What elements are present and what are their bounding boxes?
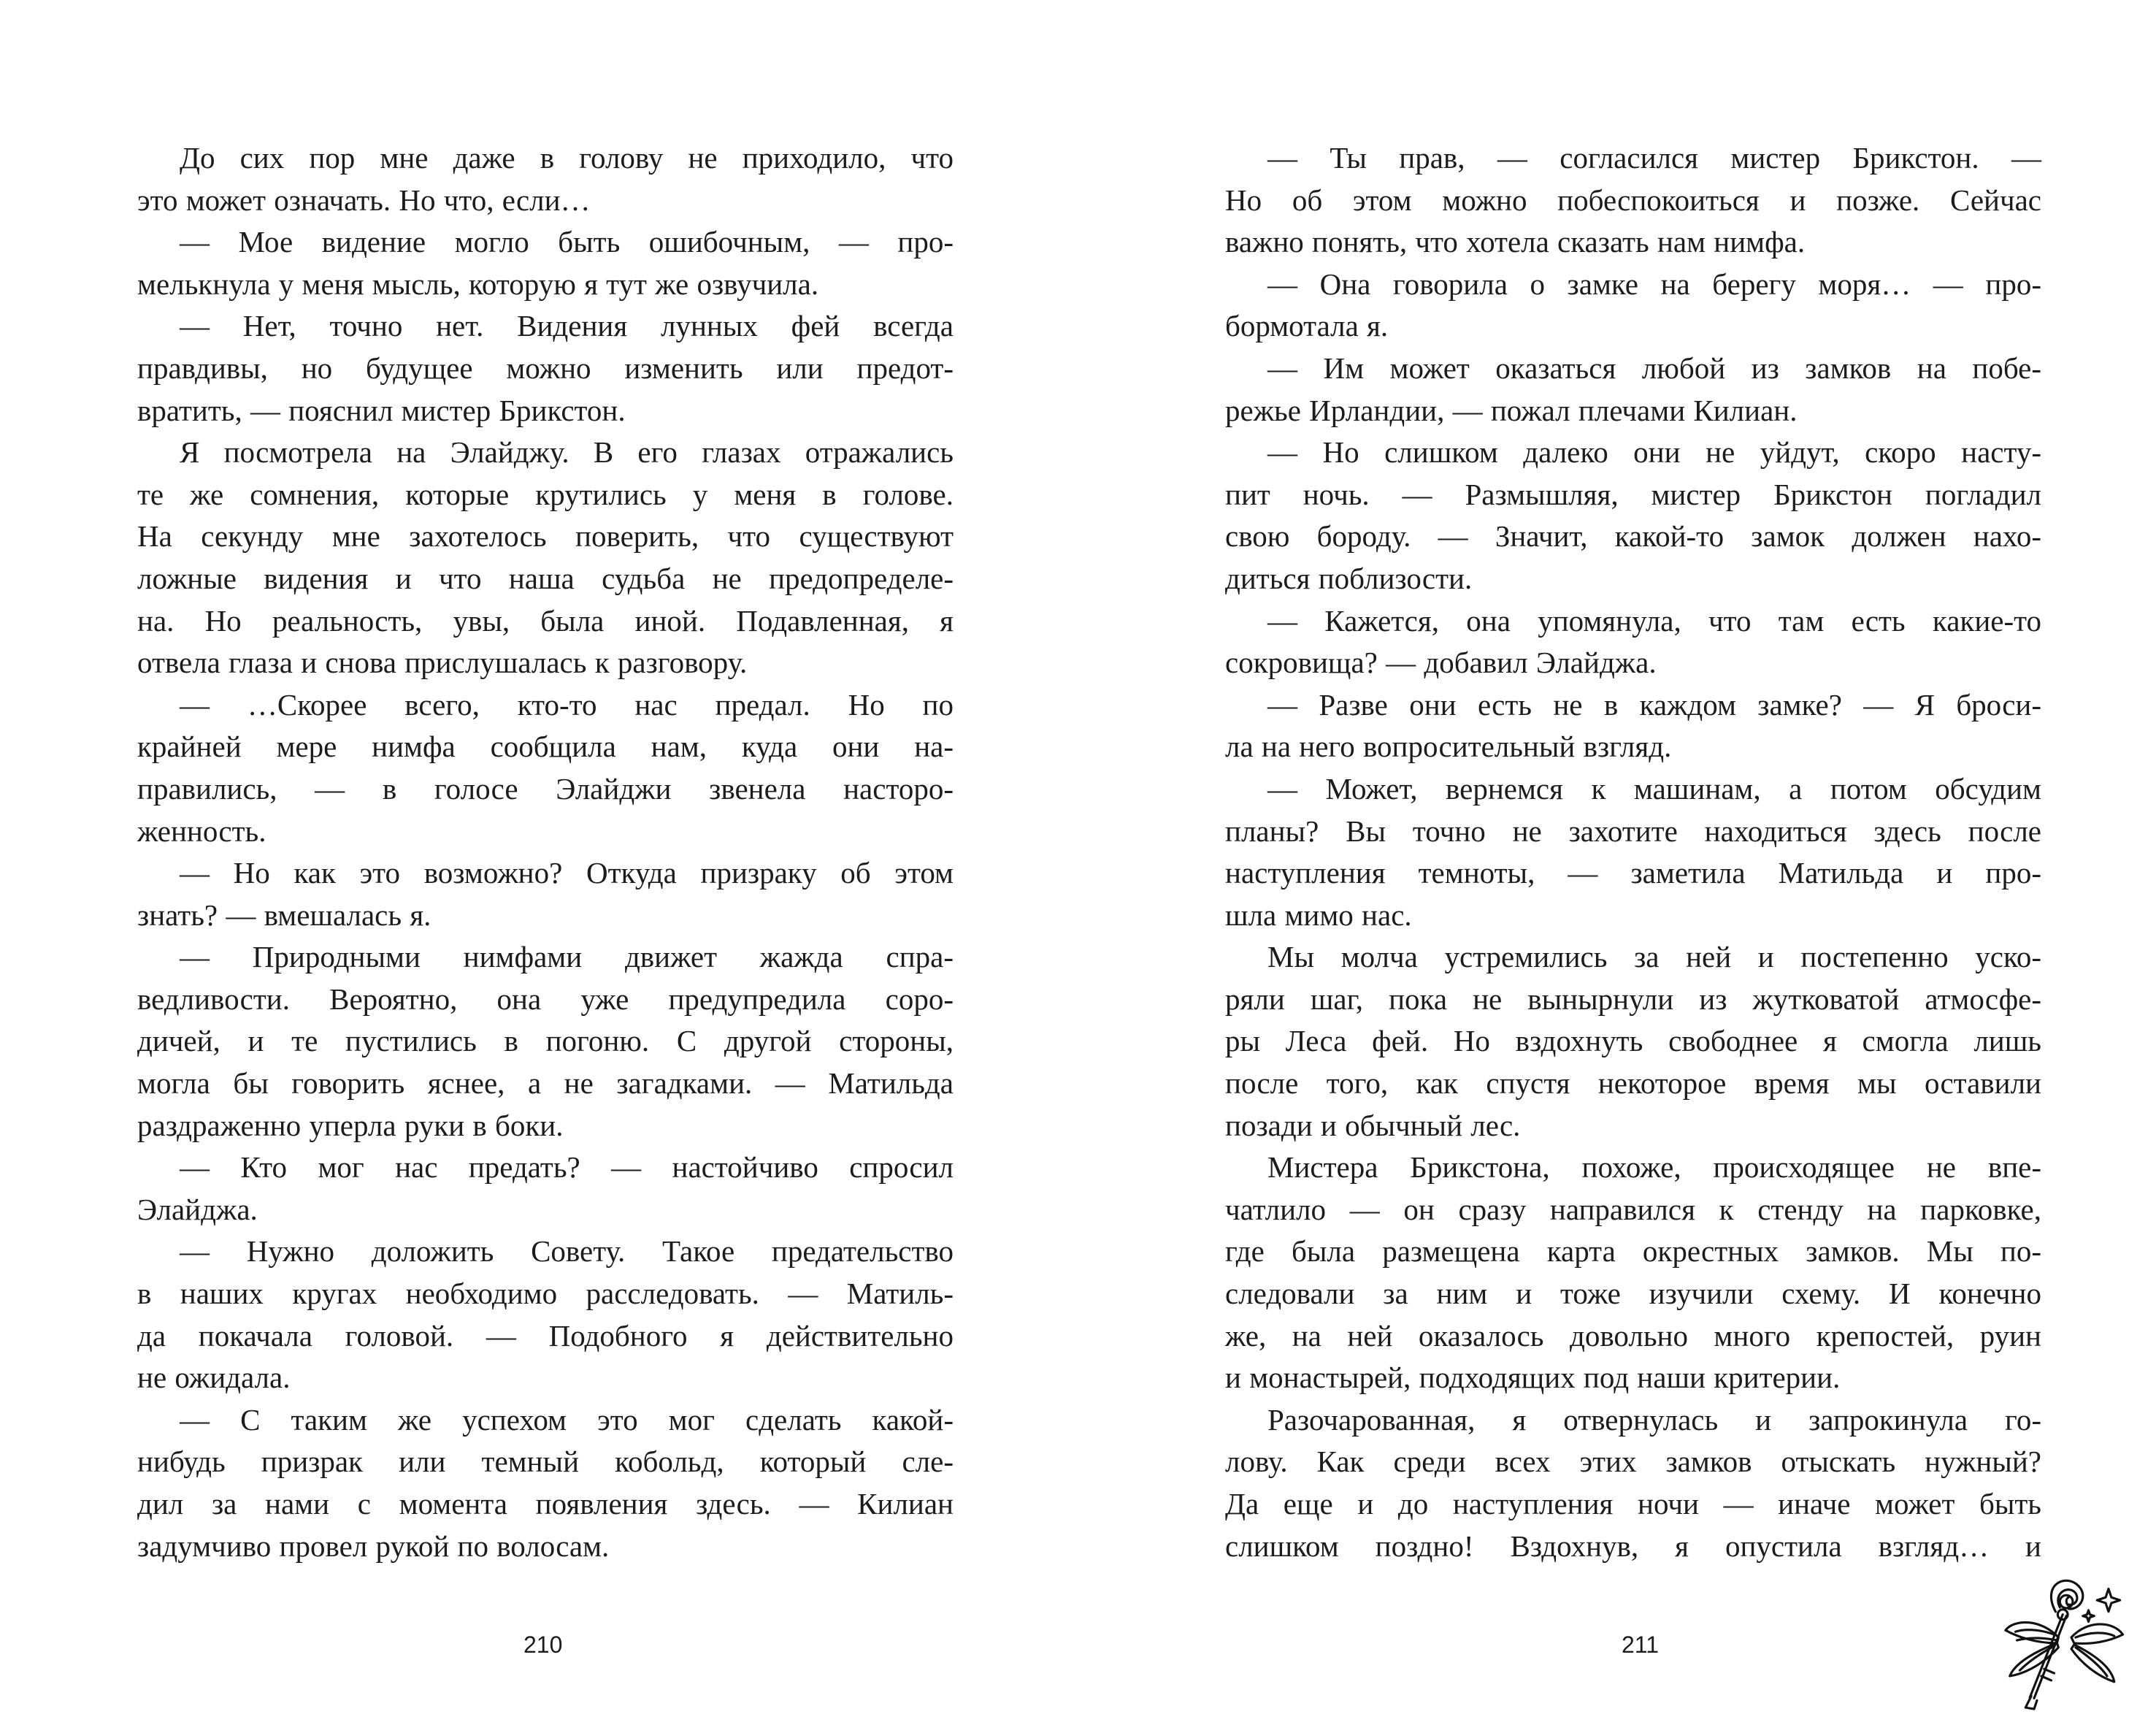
text-line: — С таким же успехом это мог сделать какой-: [180, 1402, 954, 1437]
text-line: крайней мере нимфа сообщила нам, куда они на-: [137, 730, 954, 764]
text-line: вратить, — пояснил мистер Брикстон.: [137, 393, 626, 427]
right-page: [1078, 0, 2156, 1725]
text-line: те же сомнения, которые крутились у меня в голове.: [137, 477, 954, 511]
text-line: Да еще и до наступления ночи — иначе может быть: [1225, 1487, 2041, 1521]
text-line: планы? Вы точно не захотите находиться здесь после: [1225, 814, 2041, 848]
text-line: — Ты прав, — согласился мистер Брикстон. —: [1267, 141, 2041, 175]
text-line: — Может, вернемся к машинам, а потом обсудим: [1267, 771, 2041, 806]
text-line: — Кто мог нас предать? — настойчиво спросил: [180, 1150, 954, 1185]
text-line: ложные видения и что наша судьба не предопределе-: [137, 561, 954, 595]
text-line: правдивы, но будущее можно изменить или предот-: [137, 351, 954, 385]
text-line: пит ночь. — Размышляя, мистер Брикстон погладил: [1225, 477, 2041, 511]
text-line: слишком поздно! Вздохнув, я опустила взгляд… и: [1225, 1529, 2041, 1563]
text-line: — Нет, точно нет. Видения лунных фей всегда: [180, 309, 954, 343]
text-line: Но об этом можно побеспокоиться и позже. Сейчас: [1225, 183, 2041, 217]
text-line: Мы молча устремились за ней и постепенно уско-: [1267, 940, 2041, 974]
right-page-text: [1225, 137, 2041, 1567]
text-line: мелькнула у меня мысль, которую я тут же озвучила.: [137, 267, 819, 301]
text-line: задумчиво провел рукой по волосам.: [137, 1529, 610, 1563]
text-line: на. Но реальность, увы, была иной. Подавленная, я: [137, 603, 954, 638]
text-line: знать? — вмешалась я.: [137, 898, 431, 932]
text-line: могла бы говорить яснее, а не загадками. — Матильда: [137, 1066, 954, 1101]
text-line: — Им может оказаться любой из замков на побе-: [1267, 351, 2041, 385]
text-line: — Разве они есть не в каждом замке? — Я броси-: [1267, 687, 2041, 722]
text-line: следовали за ним и тоже изучили схему. И конечно: [1225, 1277, 2041, 1311]
left-page-text: [137, 137, 954, 1567]
text-line: да покачала головой. — Подобного я действительно: [137, 1318, 954, 1353]
text-line: и монастырей, подходящих под наши критерии.: [1225, 1361, 1841, 1395]
text-line: ла на него вопросительный взгляд.: [1225, 730, 1672, 764]
text-line: свою бороду. — Значит, какой-то замок должен нахо-: [1225, 519, 2041, 554]
text-line: — Кажется, она упомянула, что там есть какие-то: [1267, 603, 2041, 638]
text-line: — Природными нимфами движет жажда спра-: [180, 940, 954, 974]
text-line: позади и обычный лес.: [1225, 1108, 1521, 1142]
text-line: наступления темноты, — заметила Матильда и про-: [1225, 856, 2041, 890]
text-line: диться поблизости.: [1225, 561, 1473, 595]
text-line: в наших кругах необходимо расследовать. — Матиль-: [137, 1277, 954, 1311]
text-line: правились, — в голосе Элайджи звенела насторо-: [137, 771, 954, 806]
text-line: Я посмотрела на Элайджу. В его глазах отражались: [180, 435, 954, 470]
text-line: сокровища? — добавил Элайджа.: [1225, 646, 1657, 680]
text-line: где была размещена карта окрестных замков. Мы по-: [1225, 1234, 2041, 1269]
text-line: Элайджа.: [137, 1192, 258, 1226]
winged-key-moon-icon: [2000, 1569, 2143, 1712]
text-line: дичей, и те пустились в погоню. С другой стороны,: [137, 1024, 954, 1058]
text-line: же, на ней оказалось довольно много крепостей, руин: [1225, 1318, 2041, 1353]
text-line: раздраженно уперла руки в боки.: [137, 1108, 564, 1142]
text-line: — Мое видение могло быть ошибочным, — про-: [180, 225, 954, 259]
text-line: ры Леса фей. Но вздохнуть свободнее я смогла лишь: [1225, 1024, 2041, 1058]
text-line: ведливости. Вероятно, она уже предупредила соро-: [137, 982, 954, 1016]
text-line: чатлило — он сразу направился к стенду на парковке,: [1225, 1192, 2041, 1226]
text-line: после того, как спустя некоторое время мы оставили: [1225, 1066, 2041, 1101]
text-line: это может означать. Но что, если…: [137, 183, 591, 217]
text-line: режье Ирландии, — пожал плечами Килиан.: [1225, 393, 1798, 427]
text-line: важно понять, что хотела сказать нам нимфа.: [1225, 225, 1806, 259]
text-line: ряли шаг, пока не вынырнули из жутковатой атмосфе-: [1225, 982, 2041, 1016]
text-line: — Но слишком далеко они не уйдут, скоро насту-: [1267, 435, 2041, 470]
text-line: не ожидала.: [137, 1361, 291, 1395]
text-line: — Нужно доложить Совету. Такое предательство: [180, 1234, 954, 1269]
text-line: дил за нами с момента появления здесь. — Килиан: [137, 1487, 954, 1521]
text-line: — Но как это возможно? Откуда призраку об этом: [180, 856, 954, 890]
page-number-left: 210: [523, 1632, 563, 1658]
text-line: отвела глаза и снова прислушалась к разговору.: [137, 646, 748, 680]
text-line: шла мимо нас.: [1225, 898, 1412, 932]
page-number-right: 211: [1622, 1632, 1660, 1658]
text-line: лову. Как среди всех этих замков отыскать нужный?: [1225, 1445, 2041, 1479]
text-line: — …Скорее всего, кто-то нас предал. Но по: [180, 687, 954, 722]
text-line: Мистера Брикстона, похоже, происходящее не впе-: [1267, 1150, 2041, 1185]
text-line: Разочарованная, я отвернулась и запрокинула го-: [1267, 1402, 2041, 1437]
text-line: На секунду мне захотелось поверить, что существуют: [137, 519, 954, 554]
text-line: нибудь призрак или темный кобольд, который сле-: [137, 1445, 954, 1479]
text-line: До сих пор мне даже в голову не приходило, что: [180, 141, 954, 175]
text-line: — Она говорила о замке на берегу моря… — про-: [1267, 267, 2041, 301]
text-line: женность.: [137, 814, 266, 848]
text-line: бормотала я.: [1225, 309, 1389, 343]
